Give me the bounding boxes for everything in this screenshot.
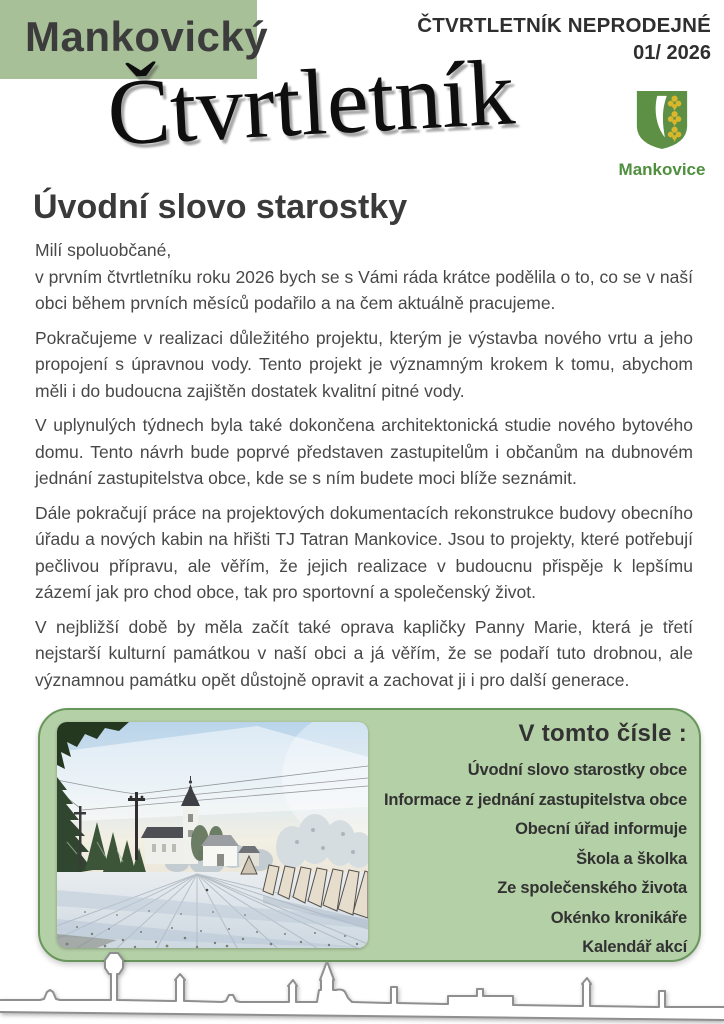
newsletter-title: Čtvrtletník — [104, 40, 518, 166]
village-skyline-outline — [0, 950, 724, 1024]
paragraph: v prvním čtvrtletníku roku 2026 bych se s Vámi ráda krátce podělila o to, co se v naší obci během prvních měsíců podařilo a na čem aktuálně pracujeme. — [35, 266, 693, 313]
issue-number: 01/ 2026 — [633, 42, 711, 64]
paragraph: Dále pokračují práce na projektových dokumentacích rekonstrukce budovy obecního úřadu a nových kabin na hřišti TJ Tatran Mankovice. Jsou to projekty, které potřebují pečlivou přípravu, ale věřím, že jejich realizace v budoucnu přispěje k lepšímu zázemí jak pro chod obce, tak pro sportovní a společenský život. — [35, 502, 693, 602]
banner-title: Mankovický — [25, 13, 269, 60]
paragraph: Pokračujeme v realizaci důležitého projektu, kterým je výstavba nového vrtu a jeho propojení s úpravnou vody. Tento projekt je významným krokem k tomu, abychom měli i do budoucna zajištěn dostatek kvalitní pitné vody. — [35, 327, 693, 401]
article-body — [35, 237, 693, 693]
in-this-issue-content — [267, 720, 687, 963]
paragraph: V nejbližší době by měla začít také oprava kapličky Panny Marie, která je třetí nejstarší kulturní památkou v naší obci a já věřím, že se podaří tuto drobnou, ale významnou památku opět důstojně opravit a zachovat ji i pro další generace. — [35, 616, 693, 690]
in-this-issue-box — [38, 708, 701, 962]
issue-label: ČTVRTLETNÍK NEPRODEJNÉ — [417, 14, 711, 37]
issue-item: Škola a školka — [576, 849, 687, 868]
municipality-logo — [610, 88, 714, 180]
article-heading: Úvodní slovo starostky — [33, 188, 408, 226]
coat-of-arms-icon — [633, 139, 691, 156]
issue-item: Informace z jednání zastupitelstva obce — [383, 790, 687, 809]
issue-item: Úvodní slovo starostky obce — [467, 761, 687, 779]
paragraph: V uplynulých týdnech byla také dokončena architektonická studie nového bytového domu. Tento návrh bude poprvé představen zastupitelům i občanům na dubnovém jednání zastupitelstva obce, kde se s ním budete moci blíže seznámit. — [35, 415, 693, 488]
in-this-issue-title: V tomto čísle : — [518, 720, 687, 747]
issue-item: Okénko kronikáře — [550, 908, 687, 927]
logo-municipality-name: Mankovice — [618, 160, 706, 179]
issue-item: Obecní úřad informuje — [515, 820, 687, 838]
issue-item: Kalendář akcí — [582, 938, 687, 956]
issue-item: Ze společenského života — [497, 879, 687, 897]
salutation: Milí spoluobčané, — [35, 240, 172, 260]
